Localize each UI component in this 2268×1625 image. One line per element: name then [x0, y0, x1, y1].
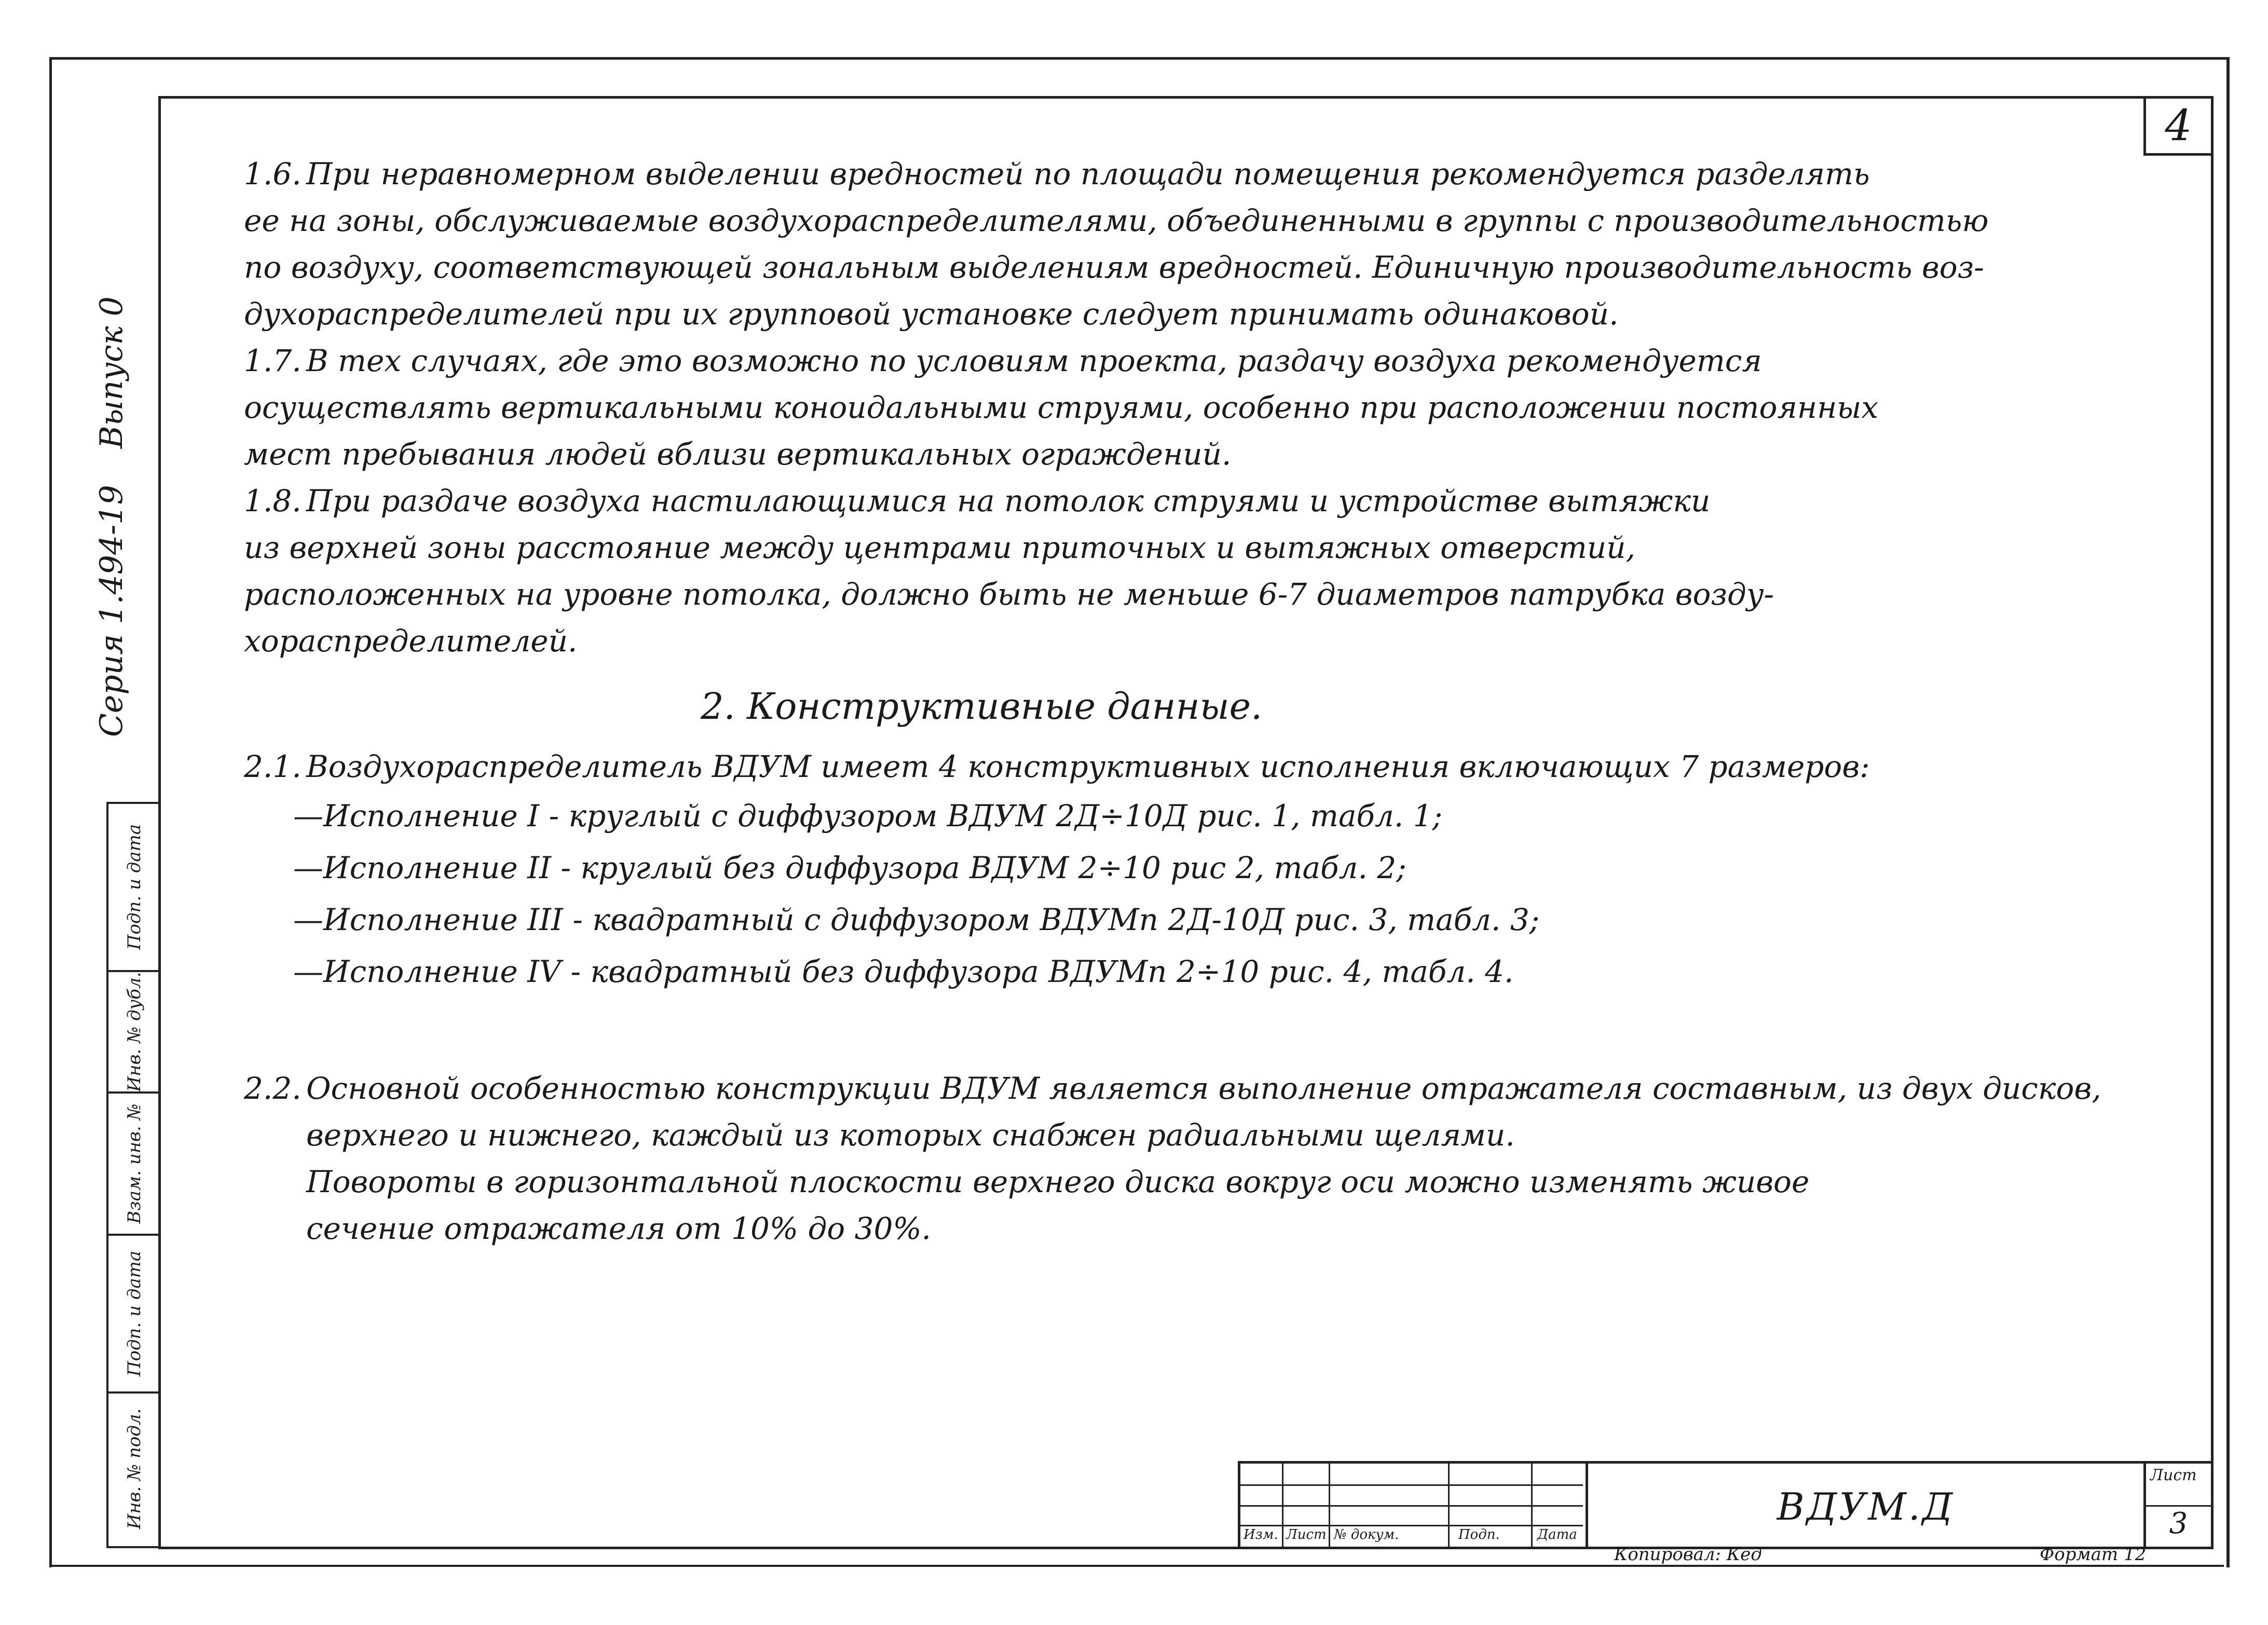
format-label: Формат 12 — [2040, 1544, 2147, 1565]
footer-line — [49, 1565, 2224, 1567]
stamp-cell: Подп. и дата — [108, 804, 160, 972]
variant-item: —Исполнение III - квадратный с диффузором ВДУМп 2Д-10Д рис. 3, табл. 3; — [293, 902, 1540, 937]
text-line: верхнего и нижнего, каждый из которых снабжен радиальными щелями. — [306, 1117, 1515, 1153]
variant-item: —Исполнение II - круглый без диффузора ВДУМ 2÷10 рис 2, табл. 2; — [293, 850, 1406, 885]
text-line: хораспределителей. — [244, 623, 578, 659]
document-body — [244, 151, 2143, 1252]
header-change: Изм. — [1244, 1527, 1278, 1542]
sheet-label: Лист — [2150, 1466, 2197, 1484]
paragraph-number: 1.6. — [244, 156, 302, 192]
text-line: мест пребывания людей вблизи вертикальных ограждений. — [244, 436, 1232, 472]
text-line: из верхней зоны расстояние между центрами приточных и вытяжных отверстий, — [244, 530, 1636, 565]
text-line: При раздаче воздуха настилающимися на потолок струями и устройстве вытяжки — [306, 483, 1711, 518]
text-line: расположенных на уровне потолка, должно быть не меньше 6-7 диаметров патрубка возду- — [244, 577, 1774, 612]
paragraph-1-7 — [244, 337, 2143, 477]
variant-item: —Исполнение IV - квадратный без диффузора ВДУМп 2÷10 рис. 4, табл. 4. — [293, 954, 1514, 989]
stamp-cell: Инв. № подл. — [124, 1408, 145, 1530]
issue-label: Выпуск 0 — [93, 296, 130, 449]
text-line: Воздухораспределитель ВДУМ имеет 4 конструктивных исполнения включающих 7 размеров: — [306, 749, 1870, 784]
side-label — [93, 218, 135, 737]
paragraph-2-2 — [244, 1065, 2143, 1252]
variant-item: —Исполнение I - круглый с диффузором ВДУМ 2Д÷10Д рис. 1, табл. 1; — [293, 798, 1443, 834]
sheet-number: 4 — [2143, 99, 2211, 156]
document-code: ВДУМ.Д — [1586, 1464, 2143, 1549]
stamp-cell: Инв. № дубл. — [108, 972, 160, 1094]
header-signature: Подп. — [1458, 1527, 1500, 1542]
paragraph-1-8 — [244, 477, 2143, 664]
copied-by: Копировал: Кед — [1614, 1544, 1762, 1565]
paragraph-number: 1.8. — [244, 483, 302, 518]
section-heading: 2. Конструктивные данные. — [701, 685, 1263, 728]
series-label: Серия 1.494-19 — [93, 485, 130, 737]
stamp-cell: Подп. и дата — [108, 1236, 160, 1394]
revision-grid — [1240, 1464, 1583, 1549]
text-line: Повороты в горизонтальной плоскости верхнего диска вокруг оси можно изменять живое — [306, 1164, 1810, 1199]
text-line: Основной особенностью конструкции ВДУМ является выполнение отражателя составным, из двух дисков, — [306, 1071, 2101, 1106]
text-line: сечение отражателя от 10% до 30%. — [306, 1211, 931, 1246]
text-line: осуществлять вертикальными коноидальными струями, особенно при расположении постоянных — [244, 390, 1879, 425]
sheet-cell — [2143, 1464, 2211, 1549]
paragraph-number: 1.7. — [244, 343, 302, 378]
stamp-cell: Взам. инв. № — [108, 1094, 160, 1236]
header-doc-number: № докум. — [1334, 1527, 1399, 1542]
header-date: Дата — [1537, 1527, 1577, 1542]
header-sheet: Лист — [1286, 1527, 1327, 1542]
title-block — [1238, 1461, 2211, 1549]
paragraph-number: 2.2. — [244, 1071, 302, 1106]
approval-stamp-column — [106, 802, 160, 1548]
paragraph-1-6 — [244, 151, 2143, 337]
text-line: При неравномерном выделении вредностей по площади помещения рекомендуется разделять — [306, 156, 1870, 192]
paragraph-2-1 — [244, 743, 2143, 790]
paragraph-number: 2.1. — [244, 749, 302, 784]
text-line: духораспределителей при их групповой установке следует принимать одинаковой. — [244, 296, 1619, 332]
text-line: по воздуху, соответствующей зональным выделениям вредностей. Единичную производительность воз- — [244, 250, 1984, 285]
text-line: В тех случаях, где это возможно по условиям проекта, раздачу воздуха рекомендуется — [306, 343, 1762, 378]
text-line: ее на зоны, обслуживаемые воздухораспределителями, объединенными в группы с производительностью — [244, 203, 1989, 238]
sheet-value: 3 — [2146, 1505, 2211, 1540]
